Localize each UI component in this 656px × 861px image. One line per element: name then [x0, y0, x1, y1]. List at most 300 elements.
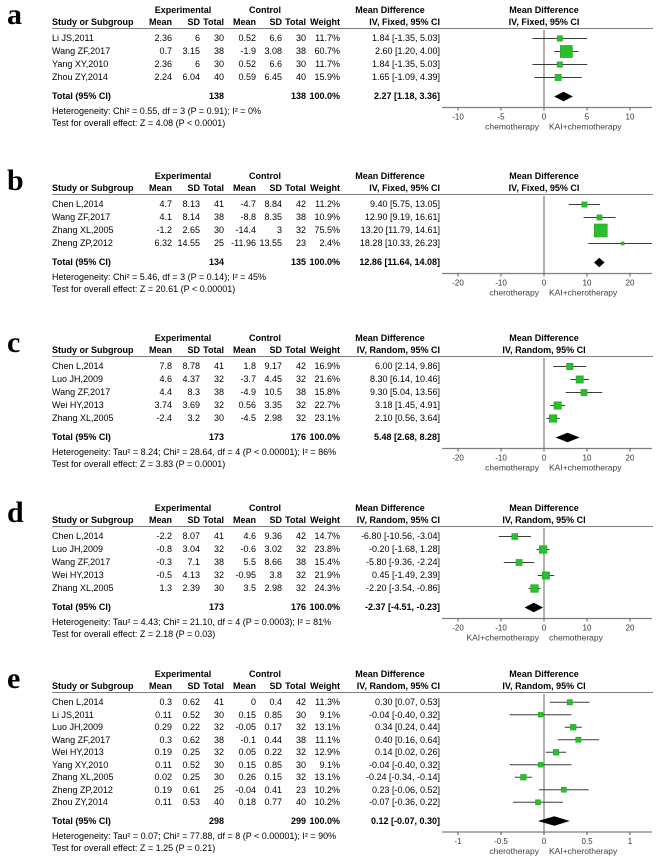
cell-name: Luo JH,2009	[52, 544, 104, 554]
cell-ci_text: 9.40 [5.75, 13.05]	[369, 199, 440, 209]
experimental-group-header: Experimental	[154, 669, 212, 679]
cell-ci_text: 13.20 [11.79, 14.61]	[360, 225, 440, 235]
total-cell-weight: 100.0%	[309, 432, 340, 442]
total-cell-ctl_total: 135	[290, 257, 306, 267]
total-cell-exp_total: 173	[208, 432, 224, 442]
cell-ctl_mean: -0.05	[235, 722, 256, 732]
total-cell-exp_total: 298	[208, 815, 224, 826]
cell-name: Wang ZF,2017	[52, 557, 111, 567]
cell-ctl_sd: 9.36	[264, 531, 282, 541]
cell-weight: 11.3%	[315, 697, 340, 707]
cell-name: Wang ZF,2017	[52, 387, 111, 397]
column-header-ci_text: IV, Random, 95% CI	[356, 681, 440, 691]
column-header-exp_total: Total	[203, 17, 224, 27]
table-row	[52, 784, 440, 797]
mean-difference-group-header: Mean Difference	[355, 669, 425, 679]
cell-exp_total: 32	[213, 400, 224, 410]
x-axis-tick-label: 10	[625, 112, 635, 122]
table-group-header-row	[52, 332, 440, 344]
cell-exp_sd: 0.25	[182, 747, 200, 757]
total-cell-exp_sd	[172, 815, 200, 828]
cell-exp_total: 30	[213, 772, 224, 782]
cell-exp_total: 30	[213, 225, 224, 235]
cell-ctl_sd: 0.77	[264, 797, 282, 807]
column-header-exp_sd: SD	[187, 681, 200, 691]
cell-ctl_mean: 3.5	[243, 583, 256, 593]
plot-header-line1: Mean Difference	[509, 171, 579, 181]
cell-exp_mean: 0.11	[155, 709, 172, 720]
cell-name: Wei HY,2013	[52, 570, 104, 580]
forest-plot-d	[440, 502, 656, 645]
cell-exp_sd: 0.61	[182, 784, 200, 795]
cell-ctl_total: 30	[295, 759, 306, 770]
axis-label-right: KAI+cherotherapy	[549, 287, 618, 298]
cell-exp_mean: 0.11	[155, 797, 172, 807]
cell-name: Wang ZF,2017	[52, 46, 111, 56]
x-axis-tick-label: 10	[582, 278, 592, 288]
total-cell-name: Total (95% CI)	[52, 91, 111, 101]
cell-exp_total: 25	[213, 238, 224, 248]
cell-weight: 21.9%	[314, 570, 340, 580]
cell-exp_total: 41	[213, 531, 224, 541]
total-cell-ctl_mean	[224, 601, 256, 614]
cell-exp_mean: 0.29	[154, 722, 172, 732]
cell-ctl_total: 42	[295, 199, 306, 209]
cell-ctl_mean: 0.15	[238, 759, 256, 770]
plot-header-line2: IV, Random, 95% CI	[502, 345, 586, 355]
x-axis-tick-label: 0	[541, 278, 547, 288]
overall-effect-text: Test for overall effect: Z = 1.25 (P = 0.21)	[52, 842, 216, 853]
cell-name: Wei HY,2013	[52, 400, 104, 410]
mean-difference-group-header: Mean Difference	[355, 333, 425, 343]
spacer	[52, 332, 142, 344]
cell-ci_text: 18.28 [10.33, 26.23]	[359, 238, 440, 248]
cell-exp_mean: 4.6	[159, 374, 172, 384]
spacer	[52, 4, 142, 16]
table-row	[52, 709, 440, 722]
total-cell-exp_mean	[142, 601, 172, 614]
plot-header-line1: Mean Difference	[509, 333, 579, 343]
total-cell-ctl_mean	[224, 256, 256, 269]
cell-ctl_sd: 0.22	[264, 747, 282, 757]
table-row	[52, 530, 440, 543]
cell-exp_sd: 0.22	[182, 722, 200, 732]
panel-label: a	[7, 0, 22, 31]
effect-square	[567, 700, 572, 705]
effect-square	[560, 45, 572, 57]
column-header-ctl_total: Total	[285, 183, 306, 193]
cell-exp_sd: 7.1	[187, 557, 200, 567]
mean-difference-group-header: Mean Difference	[355, 5, 425, 15]
cell-ctl_total: 38	[295, 387, 306, 397]
table-row	[52, 386, 440, 399]
cell-ctl_total: 38	[295, 734, 306, 745]
forest-plot-b	[440, 170, 656, 300]
total-cell-ctl_mean	[224, 90, 256, 103]
column-header-exp_sd: SD	[187, 345, 200, 355]
column-header-ci_text: IV, Fixed, 95% CI	[369, 183, 440, 193]
cell-exp_total: 32	[213, 374, 224, 384]
cell-exp_total: 38	[213, 387, 224, 397]
cell-exp_sd: 8.14	[182, 212, 200, 222]
column-header-exp_total: Total	[203, 345, 224, 355]
x-axis-tick-label: -20	[452, 278, 464, 288]
cell-ctl_total: 32	[295, 747, 306, 757]
cell-exp_total: 38	[213, 46, 224, 56]
cell-name: Wang ZF,2017	[52, 734, 111, 745]
cell-ctl_total: 32	[295, 544, 306, 554]
axis-label-right: chemotherapy	[549, 632, 603, 643]
panel-label: c	[7, 326, 21, 359]
plot-header-line2: IV, Random, 95% CI	[502, 681, 586, 691]
cell-exp_sd: 3.15	[182, 46, 200, 56]
cell-ci_text: -0.07 [-0.36, 0.22]	[368, 797, 440, 807]
column-header-exp_sd: SD	[187, 17, 200, 27]
cell-ctl_mean: 0.15	[238, 709, 256, 720]
cell-ci_text: 12.90 [9.19, 16.61]	[364, 212, 440, 222]
table-row	[52, 771, 440, 784]
table-row	[52, 211, 440, 224]
cell-ci_text: 0.34 [0.24, 0.44]	[374, 722, 440, 732]
cell-weight: 9.1%	[319, 759, 340, 770]
cell-exp_total: 32	[213, 747, 224, 757]
effect-square	[538, 762, 543, 767]
overall-effect-text: Test for overall effect: Z = 2.18 (P = 0.03)	[52, 629, 216, 639]
forest-plot-a	[440, 4, 656, 134]
axis-label-left: KAI+chemotherapy	[466, 632, 539, 643]
total-cell-ci_text: 0.12 [-0.07, 0.30]	[370, 815, 440, 826]
effect-square	[557, 36, 562, 41]
effect-square	[557, 62, 562, 67]
cell-ctl_mean: 0.18	[238, 797, 256, 807]
total-cell-ctl_sd	[256, 601, 282, 614]
cell-ctl_total: 23	[295, 238, 306, 248]
cell-exp_total: 30	[213, 583, 224, 593]
column-header-ctl_sd: SD	[269, 345, 282, 355]
cell-name: Zhang XL,2005	[52, 772, 114, 782]
effect-square	[554, 402, 561, 409]
cell-exp_total: 41	[213, 361, 224, 371]
cell-exp_sd: 2.39	[182, 583, 200, 593]
cell-exp_total: 40	[213, 797, 224, 807]
table-column-header-row	[52, 182, 440, 194]
cell-ctl_sd: 4.45	[264, 374, 282, 384]
heterogeneity-text: Heterogeneity: Tau² = 0.07; Chi² = 77.88, df = 8 (P < 0.00001); I² = 90%	[52, 830, 337, 841]
cell-exp_total: 32	[213, 570, 224, 580]
cell-name: Zheng ZP,2012	[52, 784, 113, 795]
x-axis-tick-label: 0	[541, 453, 547, 463]
cell-ci_text: 2.10 [0.56, 3.64]	[374, 413, 440, 423]
column-header-ctl_total: Total	[285, 681, 306, 691]
cell-ctl_sd: 3.35	[264, 400, 282, 410]
x-axis-tick-label: 5	[584, 112, 590, 122]
cell-ctl_sd: 3	[276, 225, 282, 235]
effect-square	[549, 415, 556, 422]
forest-panel-a	[0, 0, 656, 134]
cell-ctl_mean: -0.1	[240, 734, 256, 745]
cell-exp_mean: 0.11	[155, 759, 172, 770]
column-header-ctl_total: Total	[285, 515, 306, 525]
cell-exp_sd: 0.62	[182, 734, 200, 745]
cell-exp_total: 30	[213, 709, 224, 720]
table-row	[52, 224, 440, 237]
column-header-exp_total: Total	[203, 515, 224, 525]
spacer	[52, 170, 142, 182]
effect-square	[570, 724, 576, 730]
experimental-group-header: Experimental	[154, 333, 212, 343]
table-row	[52, 412, 440, 425]
cell-weight: 10.2%	[314, 797, 340, 807]
heterogeneity-text: Heterogeneity: Chi² = 5.46, df = 3 (P = 0.14); I² = 45%	[52, 272, 266, 282]
cell-weight: 2.4%	[319, 238, 340, 248]
study-table	[52, 332, 440, 444]
table-row	[52, 399, 440, 412]
table-row	[52, 237, 440, 250]
cell-exp_mean: -2.2	[156, 531, 172, 541]
cell-exp_sd: 3.69	[182, 400, 200, 410]
cell-ctl_total: 42	[295, 531, 306, 541]
total-cell-ci_text: 2.27 [1.18, 3.36]	[373, 91, 440, 101]
cell-name: Zheng ZP,2012	[52, 238, 113, 248]
table-row	[52, 543, 440, 556]
plot-header-line2: IV, Fixed, 95% CI	[508, 17, 580, 27]
column-header-exp_total: Total	[203, 681, 224, 691]
table-row	[52, 759, 440, 772]
cell-weight: 15.4%	[314, 557, 340, 567]
heterogeneity-text: Heterogeneity: Tau² = 8.24; Chi² = 28.64, df = 4 (P < 0.00001); I² = 86%	[52, 447, 337, 457]
cell-exp_mean: 0.7	[159, 46, 172, 56]
column-header-exp_sd: SD	[187, 515, 200, 525]
plot-header-line1: Mean Difference	[509, 5, 579, 15]
column-header-weight: Weight	[310, 183, 340, 193]
heterogeneity-text: Heterogeneity: Chi² = 0.55, df = 3 (P = 0.91); I² = 0%	[52, 106, 261, 116]
total-cell-ctl_mean	[224, 815, 256, 828]
column-header-ctl_total: Total	[285, 345, 306, 355]
cell-exp_sd: 8.78	[182, 361, 200, 371]
cell-ctl_total: 32	[295, 772, 306, 782]
x-axis-tick-label: 0	[541, 623, 547, 633]
x-axis-tick-label: 10	[582, 453, 592, 463]
effect-square	[555, 74, 561, 80]
cell-weight: 24.3%	[314, 583, 340, 593]
cell-weight: 11.7%	[315, 33, 340, 43]
cell-ctl_mean: -4.5	[240, 413, 256, 423]
cell-ctl_total: 38	[295, 557, 306, 567]
x-axis-tick-label: 0	[541, 837, 547, 846]
column-header-name: Study or Subgroup	[52, 17, 134, 27]
cell-ci_text: 0.23 [-0.06, 0.52]	[371, 784, 440, 795]
cell-exp_total: 38	[213, 212, 224, 222]
x-axis-tick-label: -10	[495, 623, 507, 633]
cell-exp_mean: 0.19	[154, 784, 172, 795]
table-total-row	[52, 256, 440, 269]
overall-effect-text: Test for overall effect: Z = 3.83 (P = 0.0001)	[52, 459, 226, 469]
effect-square	[581, 389, 587, 395]
cell-ctl_mean: -14.4	[235, 225, 256, 235]
total-cell-exp_sd	[172, 431, 200, 444]
mean-difference-group-header: Mean Difference	[355, 171, 425, 181]
cell-exp_sd: 4.37	[182, 374, 200, 384]
cell-name: Yang XY,2010	[52, 59, 109, 69]
cell-ci_text: 9.30 [5.04, 13.56]	[369, 387, 440, 397]
cell-exp_mean: 0.19	[154, 747, 172, 757]
cell-ctl_total: 30	[295, 59, 306, 69]
column-header-name: Study or Subgroup	[52, 183, 134, 193]
cell-ctl_sd: 13.55	[259, 238, 282, 248]
x-axis-tick-label: 20	[625, 623, 635, 633]
x-axis-tick-label: -0.5	[494, 837, 508, 846]
column-header-name: Study or Subgroup	[52, 345, 134, 355]
forest-plot-e	[440, 668, 656, 858]
axis-label-left: chemotherapy	[485, 121, 539, 132]
cell-exp_total: 30	[213, 59, 224, 69]
table-total-row	[52, 815, 440, 828]
cell-exp_sd: 0.62	[182, 697, 200, 707]
cell-ci_text: -2.20 [-3.54, -0.86]	[365, 583, 440, 593]
cell-weight: 12.9%	[314, 747, 340, 757]
cell-exp_sd: 0.53	[182, 797, 200, 807]
effect-square	[576, 376, 583, 383]
cell-ctl_sd: 3.8	[269, 570, 282, 580]
total-cell-ctl_total: 138	[290, 91, 306, 101]
table-row	[52, 71, 440, 84]
cell-weight: 9.1%	[319, 709, 340, 720]
total-cell-ci_text: -2.37 [-4.51, -0.23]	[364, 602, 440, 612]
cell-name: Zhou ZY,2014	[52, 797, 108, 807]
plot-header-line2: IV, Fixed, 95% CI	[508, 183, 580, 193]
cell-name: Zhang XL,2005	[52, 225, 114, 235]
cell-ctl_total: 23	[295, 784, 306, 795]
cell-ctl_mean: -8.8	[240, 212, 256, 222]
column-header-exp_mean: Mean	[148, 345, 172, 355]
cell-exp_sd: 8.07	[182, 531, 200, 541]
column-header-ctl_sd: SD	[269, 183, 282, 193]
plot-header-line2: IV, Random, 95% CI	[502, 515, 586, 525]
x-axis-tick-label: 20	[625, 278, 635, 288]
cell-name: Chen L,2014	[52, 531, 104, 541]
cell-exp_mean: 2.24	[154, 72, 172, 82]
x-axis-tick-label: 20	[625, 453, 635, 463]
experimental-group-header: Experimental	[154, 5, 212, 15]
table-row	[52, 198, 440, 211]
cell-exp_mean: -0.5	[156, 570, 172, 580]
total-cell-exp_total: 173	[208, 602, 224, 612]
cell-ctl_sd: 8.84	[264, 199, 282, 209]
cell-ctl_sd: 6.6	[269, 33, 282, 43]
column-header-ci_text: IV, Fixed, 95% CI	[369, 17, 440, 27]
cell-ctl_mean: 0.05	[238, 747, 256, 757]
cell-ci_text: 8.30 [6.14, 10.46]	[369, 374, 440, 384]
forest-plot-c	[440, 332, 656, 475]
total-cell-exp_total: 134	[208, 257, 224, 267]
cell-exp_mean: 2.36	[154, 33, 172, 43]
cell-exp_mean: 4.1	[159, 212, 172, 222]
column-header-ci_text: IV, Random, 95% CI	[356, 345, 440, 355]
table-total-row	[52, 90, 440, 103]
cell-exp_sd: 3.2	[187, 413, 200, 423]
axis-label-right: KAI+cherotherapy	[549, 846, 618, 856]
total-diamond	[556, 433, 580, 443]
cell-ctl_sd: 0.44	[264, 734, 282, 745]
cell-ctl_mean: 1.8	[243, 361, 256, 371]
cell-name: Yang XY,2010	[52, 759, 109, 770]
cell-exp_total: 38	[213, 734, 224, 745]
effect-square	[621, 242, 624, 245]
x-axis-tick-label: -20	[452, 453, 464, 463]
cell-weight: 11.1%	[315, 734, 340, 745]
cell-ctl_sd: 10.5	[264, 387, 282, 397]
cell-ctl_total: 32	[295, 225, 306, 235]
overall-effect-text: Test for overall effect: Z = 20.61 (P < 0.00001)	[52, 284, 236, 294]
table-row	[52, 32, 440, 45]
effect-square	[597, 215, 602, 220]
cell-exp_mean: -0.8	[156, 544, 172, 554]
total-cell-exp_sd	[172, 601, 200, 614]
axis-label-left: cherotherapy	[489, 287, 539, 298]
cell-name: Wei HY,2013	[52, 747, 104, 757]
cell-ctl_mean: 0.52	[238, 33, 256, 43]
total-diamond	[538, 816, 570, 826]
study-table	[52, 4, 440, 103]
cell-exp_sd: 4.13	[182, 570, 200, 580]
cell-weight: 75.5%	[314, 225, 340, 235]
cell-ci_text: 2.60 [1.20, 4.00]	[374, 46, 440, 56]
cell-ctl_total: 32	[295, 413, 306, 423]
x-axis-tick-label: -10	[495, 453, 507, 463]
total-cell-weight: 100.0%	[309, 257, 340, 267]
cell-exp_mean: 7.8	[159, 361, 172, 371]
cell-ci_text: 3.18 [1.45, 4.91]	[374, 400, 440, 410]
cell-weight: 23.1%	[314, 413, 340, 423]
total-cell-name: Total (95% CI)	[52, 815, 111, 826]
cell-ctl_total: 38	[295, 46, 306, 56]
cell-ctl_sd: 0.15	[264, 772, 282, 782]
cell-exp_total: 32	[213, 722, 224, 732]
plot-header-line1: Mean Difference	[509, 669, 579, 679]
cell-ctl_sd: 8.66	[264, 557, 282, 567]
control-group-header: Control	[249, 333, 281, 343]
cell-weight: 10.9%	[314, 212, 340, 222]
cell-weight: 10.2%	[314, 784, 340, 795]
cell-exp_total: 41	[213, 697, 224, 707]
effect-square	[512, 534, 518, 540]
column-header-ctl_mean: Mean	[232, 681, 256, 691]
experimental-group-header: Experimental	[154, 503, 212, 513]
x-axis-tick-label: -5	[497, 112, 505, 122]
effect-square	[582, 202, 587, 207]
cell-ctl_sd: 2.98	[264, 413, 282, 423]
cell-ctl_mean: -4.7	[240, 199, 256, 209]
column-header-ctl_mean: Mean	[232, 17, 256, 27]
cell-ctl_sd: 0.17	[264, 722, 282, 732]
total-cell-weight: 100.0%	[309, 91, 340, 101]
cell-name: Wang ZF,2017	[52, 212, 111, 222]
cell-ctl_mean: 4.6	[243, 531, 256, 541]
cell-ctl_sd: 6.45	[264, 72, 282, 82]
table-column-header-row	[52, 680, 440, 692]
total-diamond	[525, 603, 543, 613]
column-header-ctl_mean: Mean	[232, 183, 256, 193]
cell-weight: 11.7%	[315, 59, 340, 69]
column-header-exp_mean: Mean	[148, 17, 172, 27]
table-row	[52, 373, 440, 386]
cell-exp_sd: 0.52	[182, 709, 200, 720]
control-group-header: Control	[249, 171, 281, 181]
cell-exp_mean: 1.3	[159, 583, 172, 593]
axis-label-right: KAI+chemotherapy	[549, 121, 622, 132]
x-axis-tick-label: 10	[582, 623, 592, 633]
effect-square	[531, 585, 539, 593]
